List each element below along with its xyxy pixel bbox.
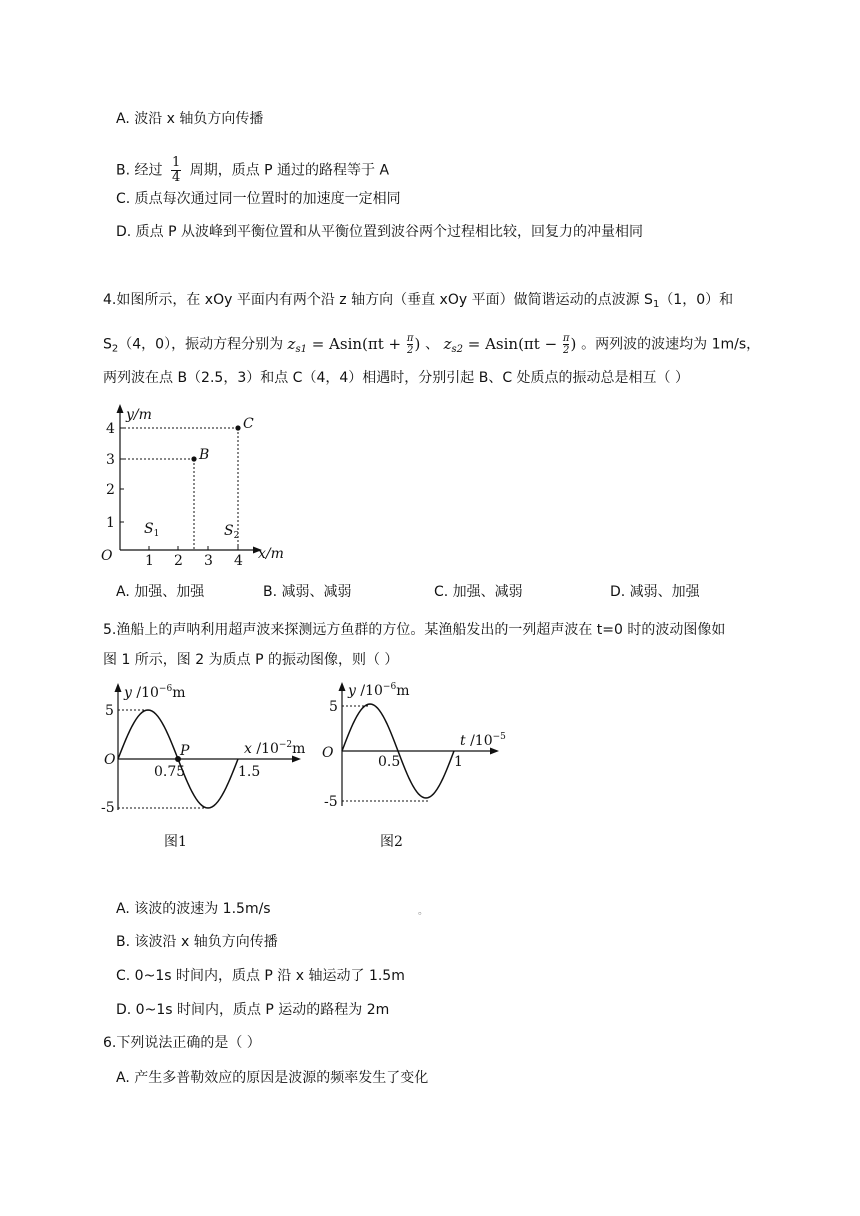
q4-stem-line3: 两列波在点 B（2.5，3）和点 C（4，4）相遇时，分别引起 B、C 处质点的振动总是相互（ ） <box>103 370 689 386</box>
y-axis-label: y $/10^{-6}m$ <box>348 682 410 699</box>
q3-option-a: A. 波沿 x 轴负方向传播 <box>116 111 264 127</box>
q5-figure-1-wave <box>98 680 313 855</box>
q5-option-a: A. 该波的波速为 1.5m/s <box>116 901 271 917</box>
q4-option-b: B. 减弱、减弱 <box>263 584 352 600</box>
q4-coordinate-figure <box>98 402 298 572</box>
q5-stem-line1: 5.渔船上的声呐利用超声波来探测远方鱼群的方位。某渔船发出的一列超声波在 t=0 时的波动图像如 <box>103 622 726 638</box>
x-tick-4: 4 <box>234 553 243 569</box>
equation-s2: $z_{s2} = Asin(\pi t$ − $\frac{\pi}{2}$) <box>443 333 577 356</box>
q4-stem-text: 4.如图所示，在 xOy 平面内有两个沿 z 轴方向（垂直 xOy 平面）做简谐运动的点波源 S <box>103 292 653 308</box>
s2-label: S <box>103 336 112 353</box>
point-p-label: P <box>180 743 190 759</box>
y-tick-4: 4 <box>106 421 115 437</box>
q4-option-a: A. 加强、加强 <box>116 584 205 600</box>
y-axis-label: y/m <box>126 407 152 423</box>
stray-mark: 。 <box>418 906 428 917</box>
q3-option-b <box>116 156 389 185</box>
q4-stem-line1 <box>103 290 733 315</box>
origin-label: O <box>104 752 116 768</box>
s2-subscript: 2 <box>111 343 119 355</box>
equation-separator: 、 <box>425 336 440 353</box>
point-b-label: B <box>199 447 210 463</box>
figure-2-caption: 图2 <box>380 834 403 850</box>
y-tick-1: 1 <box>106 515 115 531</box>
q3-option-c: C. 质点每次通过同一位置时的加速度一定相同 <box>116 191 401 207</box>
q3-option-b-prefix: B. 经过 <box>116 162 163 179</box>
x-axis-label: x/m <box>258 546 284 562</box>
origin-label: O <box>101 548 113 564</box>
q6-stem: 6.下列说法正确的是（ ） <box>103 1035 261 1051</box>
x-axis-label: x $/10^{-2}m$ <box>244 740 306 757</box>
q3-option-d: D. 质点 P 从波峰到平衡位置和从平衡位置到波谷两个过程相比较，回复力的冲量相同 <box>116 224 644 240</box>
origin-label: O <box>322 745 334 761</box>
q4-option-d: D. 减弱、加强 <box>610 584 700 600</box>
s1-subscript: 1 <box>652 299 660 310</box>
y-max-label: 5 <box>329 699 338 715</box>
y-axis-arrow <box>115 683 122 692</box>
q5-stem-line2: 图 1 所示，图 2 为质点 P 的振动图像，则（ ） <box>103 652 399 668</box>
q6-option-a: A. 产生多普勒效应的原因是波源的频率发生了变化 <box>116 1070 429 1086</box>
q4-stem-text: （4，0），振动方程分别为 <box>118 336 284 353</box>
x-tick-2: 2 <box>174 553 183 569</box>
s1-label: $S_1$ <box>144 521 160 539</box>
y-tick-2: 2 <box>106 482 115 498</box>
y-max-label: 5 <box>105 703 114 719</box>
q4-stem-text-tail: （1，0）和 <box>659 292 734 308</box>
y-axis-label: y $/10^{-6}m$ <box>124 684 186 701</box>
y-axis-arrow <box>339 682 346 691</box>
point-b <box>191 456 196 461</box>
point-c <box>235 425 240 430</box>
t-axis-label: t $/10^{-5}$ <box>460 732 506 749</box>
q4-option-c: C. 加强、减弱 <box>434 584 523 600</box>
q3-option-b-suffix: 周期，质点 P 通过的路程等于 A <box>189 162 390 179</box>
y-axis-arrow <box>117 404 124 413</box>
figure-1-caption: 图1 <box>164 834 187 850</box>
x-tick-3: 3 <box>204 553 213 569</box>
s2-label: $S_2$ <box>224 523 240 541</box>
q5-option-c: C. 0~1s 时间内，质点 P 沿 x 轴运动了 1.5m <box>116 968 405 984</box>
y-min-label: -5 <box>324 794 338 810</box>
x-end-label: 1.5 <box>238 764 261 780</box>
x-tick-1: 1 <box>145 553 154 569</box>
y-tick-3: 3 <box>106 452 115 468</box>
q5-option-b: B. 该波沿 x 轴负方向传播 <box>116 934 278 950</box>
t-end-label: 1 <box>454 754 463 770</box>
fraction-numerator: 1 <box>171 155 181 170</box>
q5-figure-2-vibration <box>320 680 510 855</box>
y-min-label: -5 <box>101 800 115 816</box>
q4-stem-text-tail: 。两列波的波速均为 1m/s， <box>581 336 761 353</box>
q5-option-d: D. 0~1s 时间内，质点 P 运动的路程为 2m <box>116 1002 390 1018</box>
t-mid-label: 0.5 <box>378 754 401 770</box>
point-c-label: C <box>243 416 254 432</box>
fraction-denominator: 4 <box>171 170 181 185</box>
q4-stem-line2 <box>103 333 760 360</box>
equation-s1: $z_{s1} = Asin(\pi t$ + $\frac{\pi}{2}$) <box>287 333 421 356</box>
quarter-fraction <box>171 156 181 185</box>
x-mid-label: 0.75 <box>154 764 186 780</box>
